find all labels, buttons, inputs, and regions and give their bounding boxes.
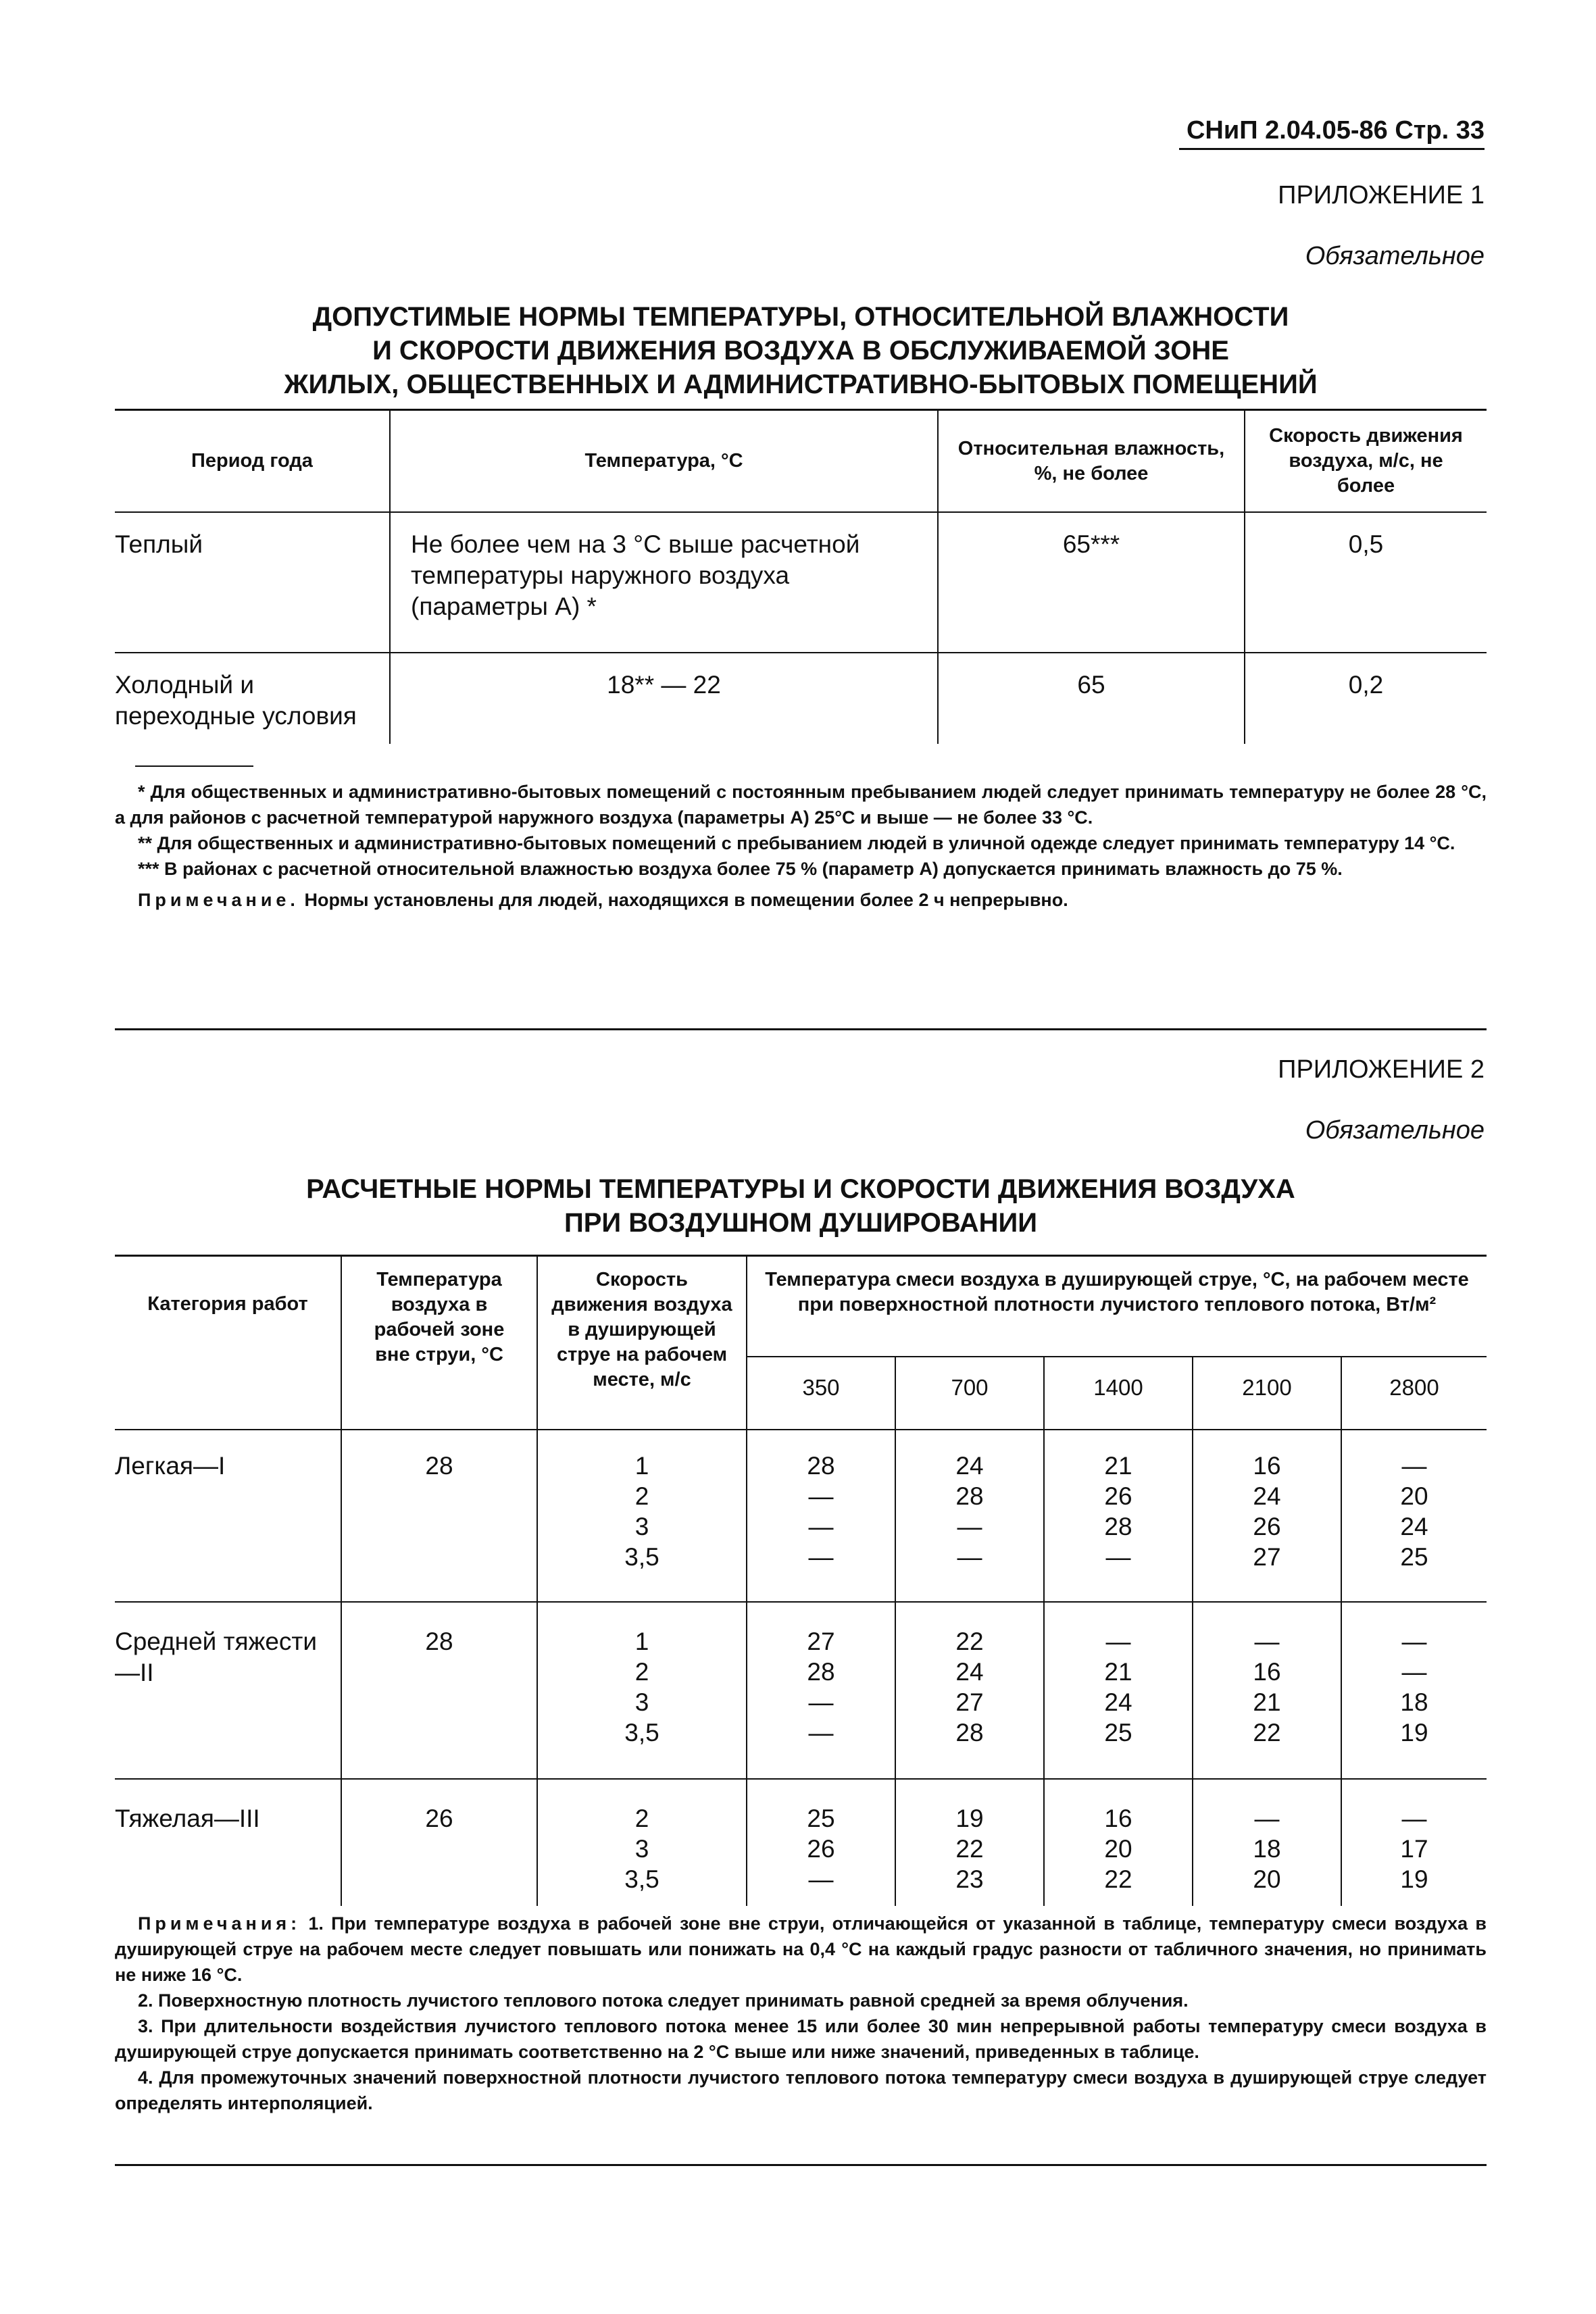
appendix1-status: Обязательное bbox=[1305, 242, 1485, 270]
header-underline bbox=[1179, 148, 1485, 150]
mix-value: 26 bbox=[1104, 1482, 1132, 1510]
appendix1-title bbox=[115, 300, 1487, 401]
note-text: 1. При температуре воздуха в рабочей зоне вне струи, отличающейся от указанной в таблице, температуру смеси воздуха в душирующей струе на рабочем месте следует повышать или понижать на 0,4 °С на каждый градус разности от табличного значения, но принимать не ниже 16 °С. bbox=[115, 1913, 1487, 1985]
table2-value-cell bbox=[747, 1602, 895, 1779]
table2-value-cell bbox=[1044, 1779, 1193, 1906]
table1-humidity-cell: 65 bbox=[938, 653, 1245, 744]
table2-value-cell bbox=[1341, 1602, 1487, 1779]
table2-row-heavy bbox=[115, 1779, 1487, 1906]
footnote: * Для общественных и административно-бытовых помещений с постоянным пребыванием людей следует принимать температуру не более 28 °С, а для районов с расчетной температурой наружного воздуха (параметры А) 25°С и выше — не более 33 °С. bbox=[115, 782, 1487, 828]
table2-category-cell: Легкая—I bbox=[115, 1430, 341, 1602]
appendix2-note bbox=[115, 1911, 1487, 1988]
speed-value: 2 bbox=[634, 1482, 649, 1510]
appendix2-note: 3. При длительности воздействия лучистого теплового потока менее 15 или более 30 мин непрерывной работы температуру смеси воздуха в душирующей струе допускается принимать соответственно на 2 °С выше или ниже значений, приведенных в таблице. bbox=[115, 2016, 1487, 2062]
mix-value: 24 bbox=[955, 1658, 984, 1686]
appendix1-footnotes bbox=[115, 779, 1487, 913]
mix-value: 26 bbox=[1253, 1513, 1281, 1540]
table2-value-cell bbox=[747, 1430, 895, 1602]
mix-value: 19 bbox=[1400, 1865, 1428, 1893]
mix-value: 22 bbox=[955, 1628, 984, 1655]
table2-col-category: Категория работ bbox=[115, 1257, 341, 1430]
table2-value-cell bbox=[895, 1602, 1044, 1779]
table2-value-cell bbox=[1193, 1430, 1341, 1602]
mix-value: 24 bbox=[1253, 1482, 1281, 1510]
mix-value: 27 bbox=[807, 1628, 835, 1655]
mix-value: 21 bbox=[1253, 1688, 1281, 1716]
table2-value-cell bbox=[1341, 1430, 1487, 1602]
mix-value: — bbox=[1401, 1628, 1427, 1655]
mix-value: 18 bbox=[1400, 1688, 1428, 1716]
appendix2-notes bbox=[115, 1911, 1487, 2116]
appendix1-title-line: ДОПУСТИМЫЕ НОРМЫ ТЕМПЕРАТУРЫ, ОТНОСИТЕЛЬНОЙ ВЛАЖНОСТИ bbox=[312, 302, 1289, 332]
speed-value: 1 bbox=[634, 1628, 649, 1655]
table2-value-cell bbox=[895, 1779, 1044, 1906]
table2-flux-level: 1400 bbox=[1044, 1357, 1193, 1430]
appendix2-title-line: ПРИ ВОЗДУШНОМ ДУШИРОВАНИИ bbox=[564, 1208, 1038, 1238]
mix-value: — bbox=[1401, 1805, 1427, 1832]
mix-value: — bbox=[808, 1482, 834, 1510]
mix-value: — bbox=[808, 1719, 834, 1746]
table2-temp-cell: 28 bbox=[341, 1602, 537, 1779]
mix-value: 18 bbox=[1253, 1835, 1281, 1863]
mix-value: 28 bbox=[955, 1719, 984, 1746]
appendix2-note: 4. Для промежуточных значений поверхностной плотности лучистого теплового потока температуру смеси воздуха в душирующей струе следует определять интерполяцией. bbox=[115, 2067, 1487, 2113]
table1-speed-cell: 0,5 bbox=[1245, 512, 1487, 653]
mix-value: 28 bbox=[955, 1482, 984, 1510]
table2-value-cell bbox=[895, 1430, 1044, 1602]
table1-col-speed: Скорость движения воздуха, м/с, не более bbox=[1245, 411, 1487, 512]
mix-value: 25 bbox=[807, 1805, 835, 1832]
mix-value: 28 bbox=[1104, 1513, 1132, 1540]
mix-value: 16 bbox=[1104, 1805, 1132, 1832]
table2-flux-level: 350 bbox=[747, 1357, 895, 1430]
table2 bbox=[115, 1257, 1487, 1906]
table2-value-cell bbox=[1193, 1602, 1341, 1779]
mix-value: 19 bbox=[1400, 1719, 1428, 1746]
table1-row-cold bbox=[115, 653, 1487, 744]
speed-value: 3 bbox=[634, 1688, 649, 1716]
table1-period-cell: Теплый bbox=[115, 512, 390, 653]
mix-value: 24 bbox=[1400, 1513, 1428, 1540]
mix-value: 19 bbox=[955, 1805, 984, 1832]
mix-value: — bbox=[808, 1543, 834, 1571]
table1-period-cell: Холодный и переходные условия bbox=[115, 671, 357, 730]
appendix2-title-line: РАСЧЕТНЫЕ НОРМЫ ТЕМПЕРАТУРЫ И СКОРОСТИ ДВИЖЕНИЯ ВОЗДУХА bbox=[306, 1174, 1295, 1204]
table2-row-medium bbox=[115, 1602, 1487, 1779]
mix-value: 27 bbox=[1253, 1543, 1281, 1571]
section-divider bbox=[115, 1028, 1487, 1030]
footnote-separator bbox=[135, 765, 253, 767]
mix-value: 25 bbox=[1104, 1719, 1132, 1746]
mix-value: — bbox=[1401, 1658, 1427, 1686]
table2-value-cell bbox=[1044, 1430, 1193, 1602]
table2-speed-cell bbox=[537, 1602, 747, 1779]
appendix1-title-line: ЖИЛЫХ, ОБЩЕСТВЕННЫХ И АДМИНИСТРАТИВНО-БЫТОВЫХ ПОМЕЩЕНИЙ bbox=[284, 370, 1318, 399]
table1-col-temperature: Температура, °С bbox=[390, 411, 938, 512]
mix-value: — bbox=[1254, 1805, 1280, 1832]
table2-temp-cell: 26 bbox=[341, 1779, 537, 1906]
table2-value-cell bbox=[1193, 1779, 1341, 1906]
bottom-rule bbox=[115, 2164, 1487, 2166]
speed-value: 1 bbox=[634, 1452, 649, 1480]
mix-value: 16 bbox=[1253, 1452, 1281, 1480]
table2-col-speed: Скорость движения воздуха в душирующей струе на рабочем месте, м/с bbox=[537, 1257, 747, 1430]
table2-row-light bbox=[115, 1430, 1487, 1602]
mix-value: — bbox=[1254, 1628, 1280, 1655]
table2-speed-cell bbox=[537, 1779, 747, 1906]
table2-value-cell bbox=[747, 1779, 895, 1906]
table1-humidity-cell: 65*** bbox=[938, 512, 1245, 653]
footnote: ** Для общественных и административно-бытовых помещений с пребыванием людей в уличной одежде следует принимать температуру 14 °С. bbox=[138, 833, 1455, 853]
table1-temperature-cell: 18** — 22 bbox=[390, 653, 938, 744]
mix-value: 24 bbox=[955, 1452, 984, 1480]
mix-value: 21 bbox=[1104, 1658, 1132, 1686]
table1-speed-cell: 0,2 bbox=[1245, 653, 1487, 744]
note-label: Примечание. bbox=[138, 890, 299, 910]
mix-value: 20 bbox=[1253, 1865, 1281, 1893]
speed-value: 3,5 bbox=[624, 1543, 659, 1571]
table2-category-cell: Средней тяжести—II bbox=[115, 1602, 341, 1779]
speed-value: 2 bbox=[634, 1658, 649, 1686]
table1-row-warm bbox=[115, 512, 1487, 653]
mix-value: 20 bbox=[1104, 1835, 1132, 1863]
speed-value: 3 bbox=[634, 1835, 649, 1863]
table2-speed-cell bbox=[537, 1430, 747, 1602]
mix-value: 28 bbox=[807, 1452, 835, 1480]
mix-value: — bbox=[1105, 1543, 1131, 1571]
mix-value: 17 bbox=[1400, 1835, 1428, 1863]
mix-value: 22 bbox=[1253, 1719, 1281, 1746]
speed-value: 3,5 bbox=[624, 1865, 659, 1893]
mix-value: 26 bbox=[807, 1835, 835, 1863]
table2-flux-level: 700 bbox=[895, 1357, 1044, 1430]
mix-value: — bbox=[808, 1688, 834, 1716]
appendix2-note: 2. Поверхностную плотность лучистого теплового потока следует принимать равной средней за время облучения. bbox=[138, 1990, 1189, 2011]
mix-value: — bbox=[1105, 1628, 1131, 1655]
appendix2-label: ПРИЛОЖЕНИЕ 2 bbox=[1278, 1055, 1485, 1084]
mix-value: — bbox=[957, 1513, 982, 1540]
table2-temp-cell: 28 bbox=[341, 1430, 537, 1602]
table2-category-cell: Тяжелая—III bbox=[115, 1805, 260, 1832]
table2-flux-level: 2800 bbox=[1341, 1357, 1487, 1430]
table2-header-row bbox=[115, 1257, 1487, 1357]
mix-value: — bbox=[957, 1543, 982, 1571]
appendix1-title-line: И СКОРОСТИ ДВИЖЕНИЯ ВОЗДУХА В ОБСЛУЖИВАЕМОЙ ЗОНЕ bbox=[372, 336, 1229, 366]
appendix1-label: ПРИЛОЖЕНИЕ 1 bbox=[1278, 181, 1485, 209]
mix-value: 16 bbox=[1253, 1658, 1281, 1686]
mix-value: — bbox=[1401, 1452, 1427, 1480]
table1-header-row bbox=[115, 411, 1487, 512]
notes-label: Примечания: bbox=[138, 1913, 301, 1934]
table1 bbox=[115, 411, 1487, 744]
mix-value: 28 bbox=[807, 1658, 835, 1686]
mix-value: 23 bbox=[955, 1865, 984, 1893]
note-text: Нормы установлены для людей, находящихся в помещении более 2 ч непрерывно. bbox=[304, 890, 1068, 910]
mix-value: 21 bbox=[1104, 1452, 1132, 1480]
table1-col-period: Период года bbox=[115, 411, 390, 512]
mix-value: 22 bbox=[955, 1835, 984, 1863]
table2-col-mix: Температура смеси воздуха в душирующей струе, °С, на рабочем месте при поверхностной плотности лучистого теплового потока, Вт/м² bbox=[747, 1257, 1487, 1357]
table1-col-humidity: Относительная влажность, %, не более bbox=[938, 411, 1245, 512]
speed-value: 3,5 bbox=[624, 1719, 659, 1746]
table2-flux-level: 2100 bbox=[1193, 1357, 1341, 1430]
table2-value-cell bbox=[1341, 1779, 1487, 1906]
speed-value: 3 bbox=[634, 1513, 649, 1540]
appendix1-note bbox=[115, 887, 1487, 913]
mix-value: 25 bbox=[1400, 1543, 1428, 1571]
appendix2-status: Обязательное bbox=[1305, 1116, 1485, 1145]
mix-value: 24 bbox=[1104, 1688, 1132, 1716]
speed-value: 2 bbox=[634, 1805, 649, 1832]
running-header: СНиП 2.04.05-86 Стр. 33 bbox=[1186, 116, 1485, 145]
mix-value: 27 bbox=[955, 1688, 984, 1716]
mix-value: — bbox=[808, 1513, 834, 1540]
table1-temperature-cell: Не более чем на 3 °С выше расчетной температуры наружного воздуха (параметры А) * bbox=[390, 512, 938, 653]
mix-value: — bbox=[808, 1865, 834, 1893]
appendix2-title bbox=[115, 1172, 1487, 1240]
mix-value: 22 bbox=[1104, 1865, 1132, 1893]
mix-value: 20 bbox=[1400, 1482, 1428, 1510]
footnote: *** В районах с расчетной относительной влажностью воздуха более 75 % (параметр А) допускается принимать влажность до 75 %. bbox=[138, 859, 1343, 879]
table2-value-cell bbox=[1044, 1602, 1193, 1779]
table2-col-temp-outside: Температура воздуха в рабочей зоне вне струи, °С bbox=[341, 1257, 537, 1430]
